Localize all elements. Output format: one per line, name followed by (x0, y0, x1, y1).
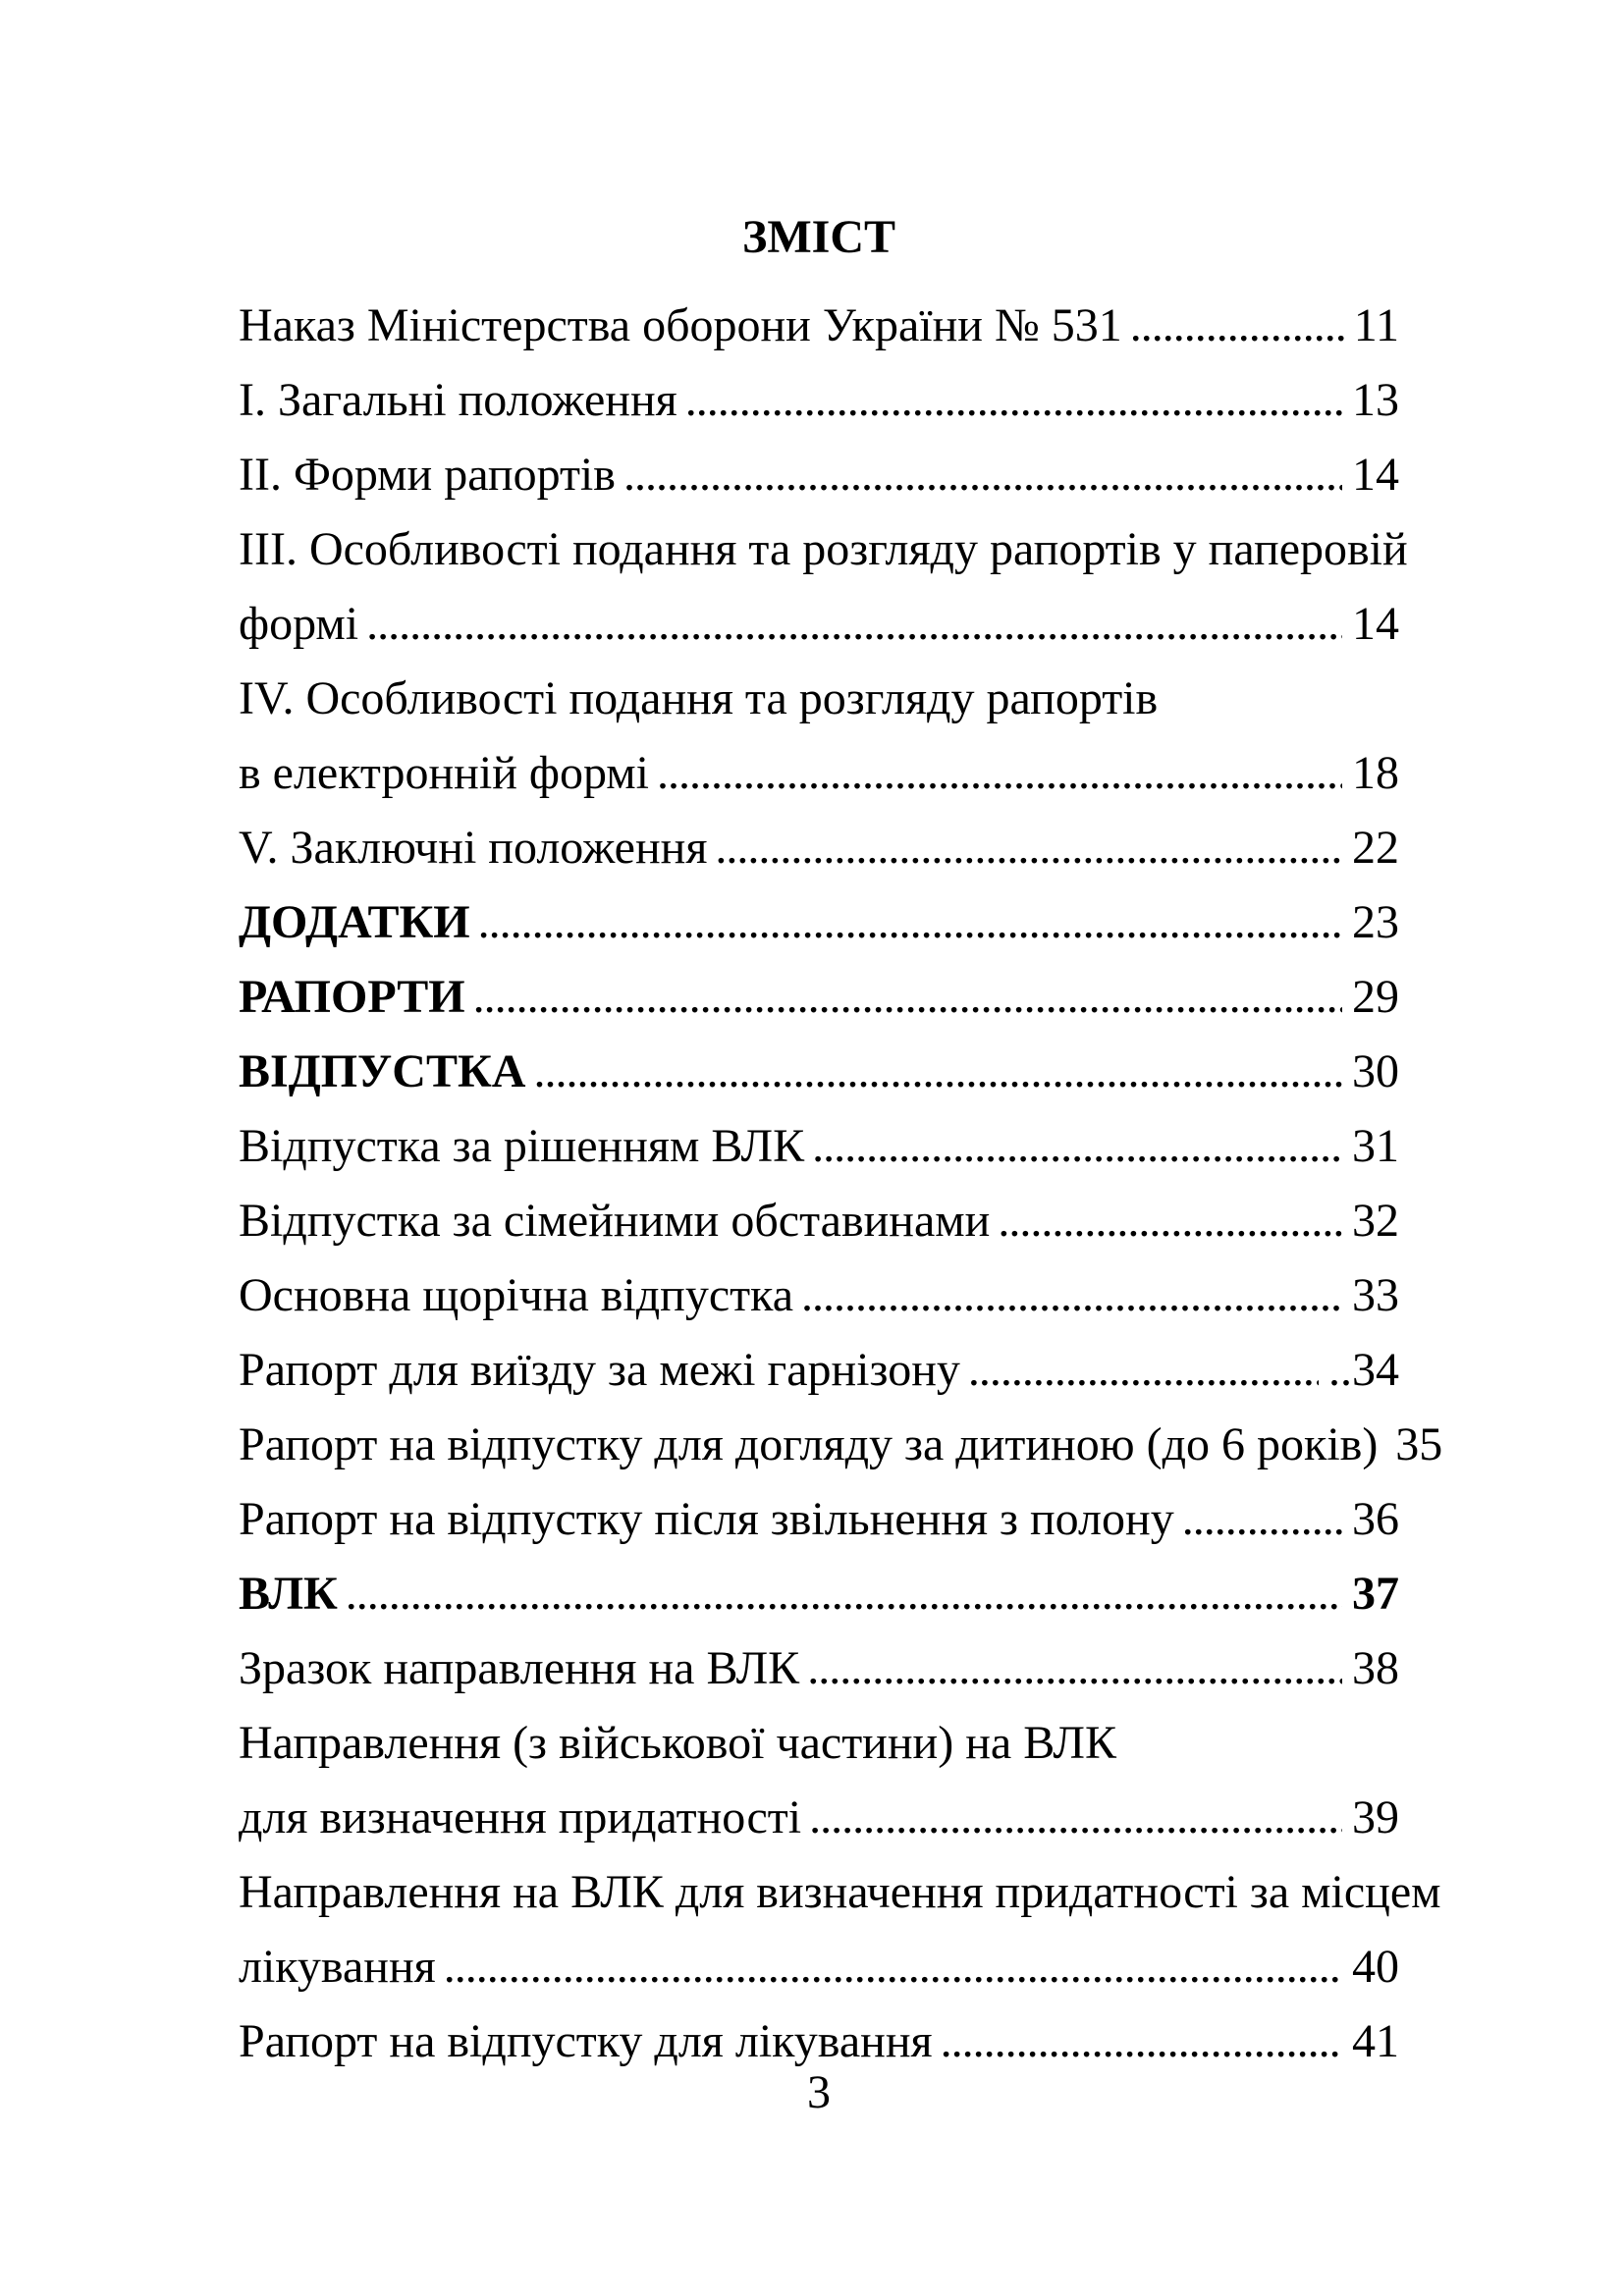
toc-entry-label: ДОДАТКИ (239, 896, 470, 948)
toc-entry-page: 39 (1352, 1791, 1399, 1843)
toc-entry-page: 41 (1352, 2015, 1399, 2067)
toc-row (239, 736, 1399, 811)
toc-entry-label: Рапорт на відпустку для догляду за дитиною (до 6 років) (239, 1418, 1379, 1470)
toc-row (239, 1706, 1399, 1781)
toc-row (239, 1333, 1399, 1408)
toc-entry-label: Направлення на ВЛК для визначення придатності за місцем (239, 1866, 1441, 1918)
toc-entry-label: Наказ Міністерства оборони України № 531 (239, 299, 1122, 351)
toc-leader-dots (444, 1930, 1342, 2004)
toc-leader-dots (1130, 289, 1344, 363)
toc-leader-dots (533, 1035, 1342, 1109)
toc-entry-label: I. Загальні положення (239, 374, 677, 426)
toc-row (239, 1035, 1399, 1109)
toc-entry-label: Рапорт для виїзду за межі гарнізону (239, 1344, 960, 1396)
toc-row (239, 512, 1408, 587)
toc-leader-dots (807, 1631, 1342, 1706)
toc-row (239, 885, 1399, 960)
toc-entry-page: 18 (1352, 747, 1399, 799)
toc-entry-label: лікування (239, 1941, 436, 1993)
toc-leader-dots (968, 1333, 1319, 1408)
toc-entry-page: 14 (1352, 598, 1399, 650)
toc-entry-page: 38 (1352, 1642, 1399, 1694)
toc-entry-label: Зразок направлення на ВЛК (239, 1642, 800, 1694)
toc-entry-page: 40 (1352, 1941, 1399, 1993)
toc-entry-label: III. Особливості подання та розгляду рапортів у паперовій (239, 523, 1408, 575)
toc-row (239, 438, 1399, 512)
toc-row (239, 811, 1399, 885)
toc-entry-page: 30 (1352, 1045, 1399, 1097)
toc-entry-label: Відпустка за рішенням ВЛК (239, 1120, 805, 1172)
toc-entry-label: Рапорт на відпустку після звільнення з полону (239, 1493, 1174, 1545)
toc-entry-label: Рапорт на відпустку для лікування (239, 2015, 933, 2067)
toc-row (239, 960, 1399, 1035)
toc-entry-label: в електронній формі (239, 747, 649, 799)
toc-entry-page: 37 (1352, 1568, 1399, 1620)
toc-row (239, 1781, 1399, 1855)
toc-leader-dots (998, 1184, 1342, 1258)
toc-leader-dots (801, 1258, 1342, 1333)
toc-leader-dots (623, 438, 1342, 512)
toc-leader-dots (812, 1109, 1342, 1184)
toc-content (239, 0, 1443, 2079)
toc-row (239, 1631, 1399, 1706)
toc-entry-label: формі (239, 598, 359, 650)
toc-row (239, 289, 1399, 363)
toc-leader-dots (657, 736, 1342, 811)
toc-entry-page: ..34 (1328, 1344, 1399, 1396)
toc-leader-dots (366, 587, 1342, 662)
toc-entry-label: II. Форми рапортів (239, 449, 616, 501)
toc-title: ЗМІСТ (742, 211, 895, 263)
toc-entry-page: 32 (1352, 1195, 1399, 1247)
toc-entry-label: Основна щорічна відпустка (239, 1269, 794, 1321)
toc-entry-page: 35 (1395, 1418, 1443, 1470)
toc-entry-page: 31 (1352, 1120, 1399, 1172)
toc-entry-label: РАПОРТИ (239, 971, 465, 1023)
toc-entry-label: IV. Особливості подання та розгляду рапортів (239, 672, 1159, 724)
toc-leader-dots (685, 363, 1342, 438)
toc-entry-label: ВЛК (239, 1568, 338, 1620)
toc-row (239, 1109, 1399, 1184)
toc-entry-page: 22 (1352, 822, 1399, 874)
toc-row (239, 662, 1399, 736)
toc-leader-dots (809, 1781, 1342, 1855)
toc-entry-label: V. Заключні положення (239, 822, 708, 874)
toc-entry-label: Направлення (з військової частини) на ВЛК (239, 1717, 1116, 1769)
toc-entry-page: 23 (1352, 896, 1399, 948)
toc-row (239, 1930, 1399, 2004)
toc-entry-label: Відпустка за сімейними обставинами (239, 1195, 991, 1247)
toc-entry-page: 33 (1352, 1269, 1399, 1321)
toc-row (239, 1258, 1399, 1333)
toc-entry-label: для визначення придатності (239, 1791, 802, 1843)
toc-row (239, 363, 1399, 438)
toc-entry-page: 13 (1352, 374, 1399, 426)
toc-leader-dots (473, 960, 1342, 1035)
toc-row (239, 1408, 1443, 1482)
toc-row (239, 1855, 1441, 1930)
toc-entry-label: ВІДПУСТКА (239, 1045, 526, 1097)
toc-leader-dots (346, 1557, 1342, 1631)
toc-list (239, 289, 1443, 2079)
toc-row (239, 1184, 1399, 1258)
toc-entry-page: 29 (1352, 971, 1399, 1023)
toc-leader-dots (1182, 1482, 1342, 1557)
toc-row (239, 1482, 1399, 1557)
toc-entry-page: 36 (1352, 1493, 1399, 1545)
toc-row (239, 1557, 1399, 1631)
toc-entry-page: 11 (1353, 299, 1399, 351)
toc-row (239, 587, 1399, 662)
toc-leader-dots (478, 885, 1342, 960)
page-number-footer: 3 (807, 2066, 831, 2118)
toc-entry-page: 14 (1352, 449, 1399, 501)
toc-leader-dots (715, 811, 1342, 885)
